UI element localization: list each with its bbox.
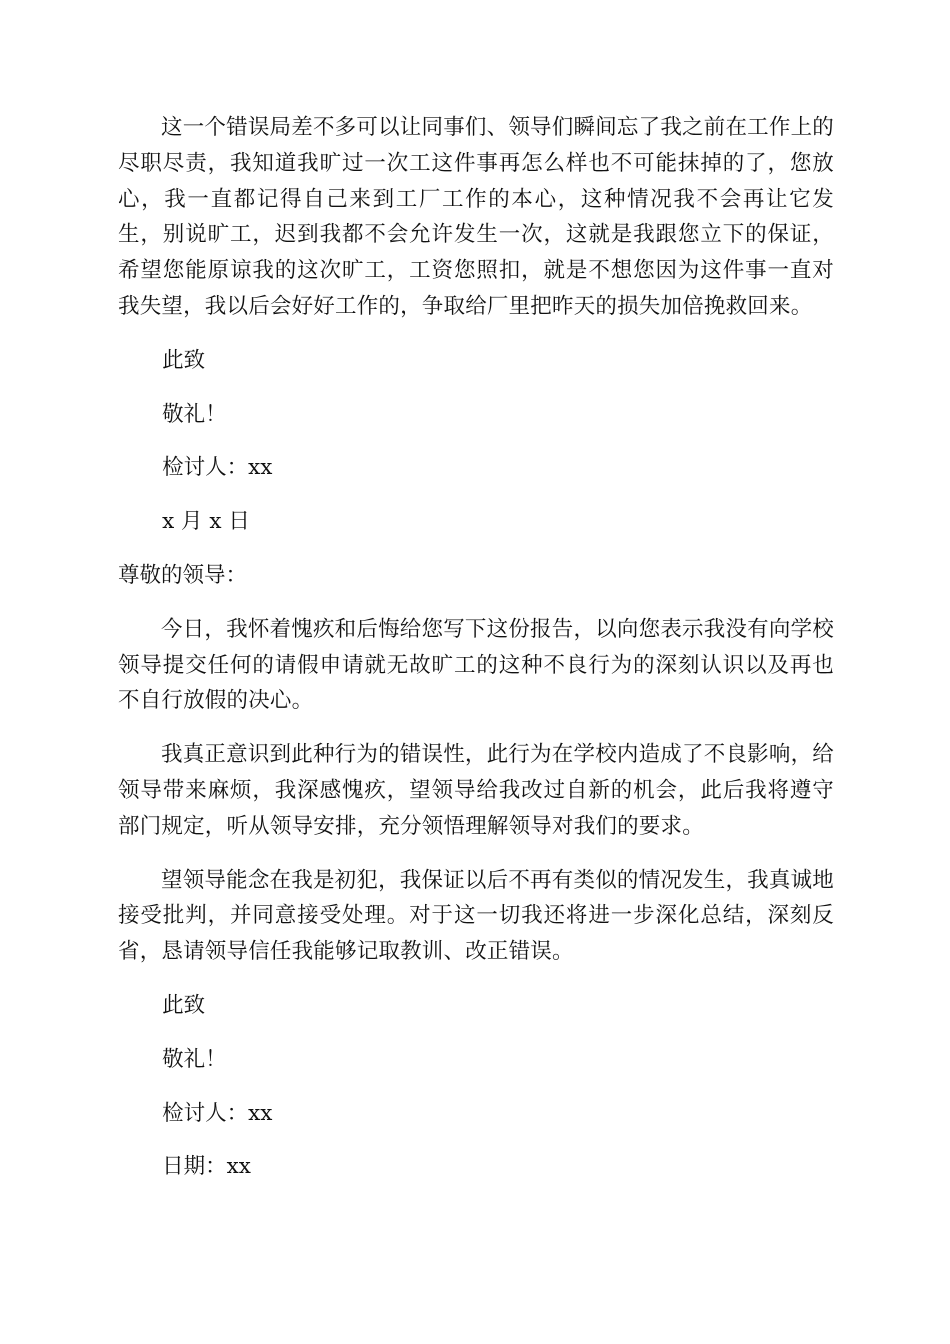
spacer: [118, 486, 834, 504]
spacer: [118, 325, 834, 343]
spacer: [118, 845, 834, 863]
letter2-closing-jing-li: 敬礼！: [162, 1046, 227, 1072]
spacer: [118, 1131, 834, 1149]
letter1-body: 这一个错误局差不多可以让同事们、领导们瞬间忘了我之前在工作上的尽职尽责，我知道我旷过一次工这件事再怎么样也不可能抹掉的了，您放心，我一直都记得自己来到工厂工作的本心，这种情况我不会再让它发生，别说旷工，迟到我都不会允许发生一次，这就是我跟您立下的保证，希望您能原谅我的这次旷工，工资您照扣，就是不想您因为这件事一直对我失望，我以后会好好工作的，争取给厂里把昨天的损失加倍挽救回来。: [118, 115, 834, 319]
spacer: [118, 1024, 834, 1042]
spacer: [118, 432, 834, 450]
document-content: [118, 110, 834, 1185]
letter2-paragraph-2: 我真正意识到此种行为的错误性，此行为在学校内造成了不良影响，给领导带来麻烦，我深感愧疚，望领导给我改过自新的机会，此后我将遵守部门规定，听从领导安排，充分领悟理解领导对我们的要求。: [118, 742, 834, 839]
letter2-date: 日期：xx: [162, 1154, 251, 1180]
letter2-signer: 检讨人：xx: [162, 1100, 273, 1126]
letter1-closing-ci-zhi: 此致: [162, 347, 206, 373]
letter2-paragraph-1: 今日，我怀着愧疚和后悔给您写下这份报告，以向您表示我没有向学校领导提交任何的请假申请就无故旷工的这种不良行为的深刻认识以及再也不自行放假的决心。: [118, 616, 834, 714]
spacer: [118, 719, 834, 737]
letter2-paragraph-3: 望领导能念在我是初犯，我保证以后不再有类似的情况发生，我真诚地接受批判，并同意接受处理。对于这一切我还将进一步深化总结，深刻反省，恳请领导信任我能够记取教训、改正错误。: [118, 867, 834, 965]
spacer: [118, 970, 834, 988]
spacer: [118, 1078, 834, 1096]
spacer: [118, 379, 834, 397]
letter1-closing-jing-li: 敬礼！: [162, 401, 227, 427]
spacer: [118, 540, 834, 558]
letter2-closing-ci-zhi: 此致: [162, 992, 206, 1018]
letter1-signer: 检讨人：xx: [162, 455, 273, 481]
letter1-date: x 月 x 日: [162, 509, 250, 535]
letter2-salutation: 尊敬的领导：: [118, 562, 248, 588]
spacer: [118, 594, 834, 612]
